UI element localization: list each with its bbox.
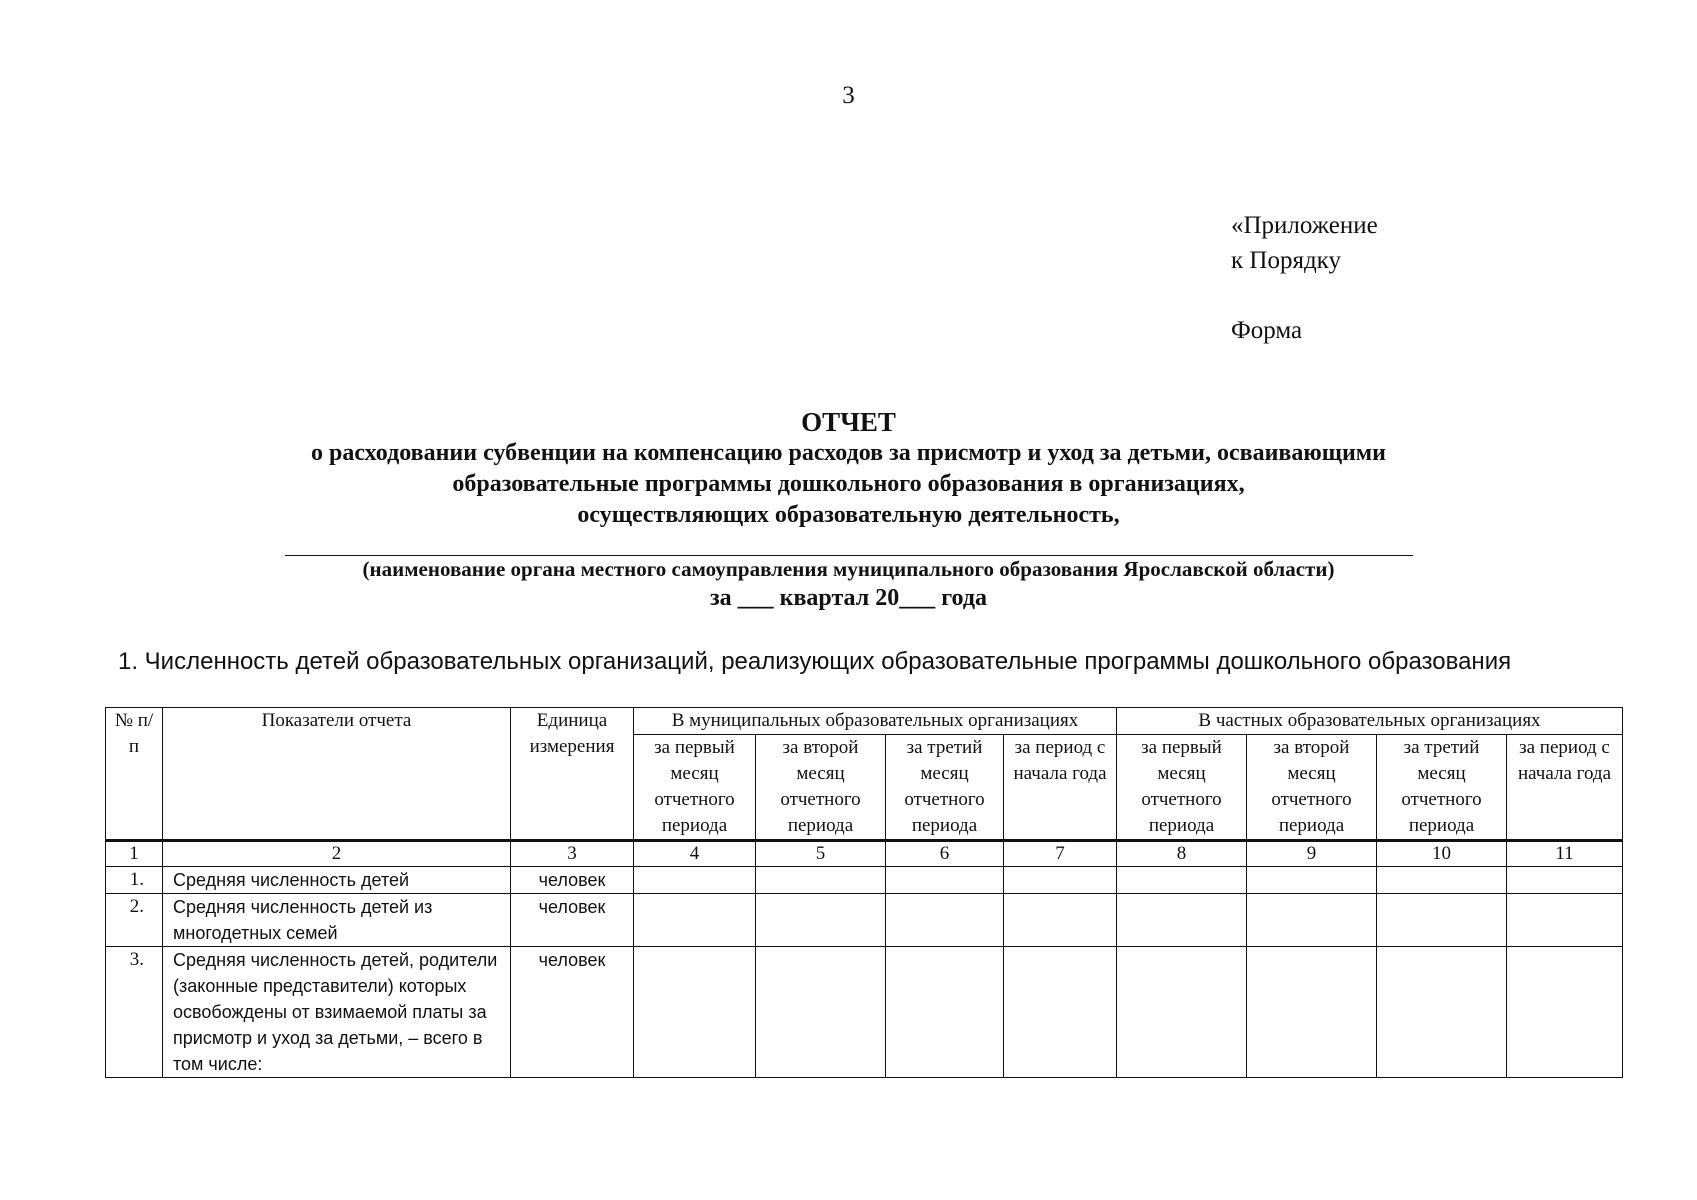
header-num: № п/п — [106, 708, 163, 841]
header-private-ytd: за период с начала года — [1507, 735, 1623, 841]
data-cell — [1247, 894, 1377, 947]
row-unit: человек — [511, 947, 634, 1078]
appendix-reference: к Порядку — [1231, 247, 1341, 274]
data-cell — [634, 867, 756, 894]
report-subtitle-line-1: о расходовании субвенции на компенсацию расходов за присмотр и уход за детьми, осваивающими — [311, 440, 1386, 466]
table-row — [106, 947, 1623, 1078]
report-period-line: за ___ квартал 20___ года — [710, 585, 987, 611]
data-cell — [1117, 947, 1247, 1078]
column-number: 5 — [756, 841, 886, 867]
row-indicator: Средняя численность детей, родители (законные представители) которых освобождены от взимаемой платы за присмотр и уход за детьми, – всего в том числе: — [163, 947, 511, 1078]
data-cell — [1377, 894, 1507, 947]
data-cell — [634, 894, 756, 947]
data-cell — [1377, 947, 1507, 1078]
appendix-title: «Приложение — [1231, 212, 1378, 239]
data-cell — [1117, 894, 1247, 947]
column-number: 4 — [634, 841, 756, 867]
column-number: 11 — [1507, 841, 1623, 867]
data-cell — [886, 867, 1004, 894]
report-subtitle-line-2: образовательные программы дошкольного образования в организациях, — [452, 471, 1245, 497]
data-cell — [1247, 867, 1377, 894]
column-number: 8 — [1117, 841, 1247, 867]
row-unit: человек — [511, 894, 634, 947]
org-name-caption: (наименование органа местного самоуправления муниципального образования Ярославской области) — [362, 557, 1335, 581]
header-municipal-ytd: за период с начала года — [1004, 735, 1117, 841]
data-cell — [886, 947, 1004, 1078]
children-count-table — [105, 707, 1623, 1078]
data-cell — [756, 894, 886, 947]
header-private: В частных образовательных организациях — [1117, 708, 1623, 735]
header-private-month-1: за первый месяц отчетного периода — [1117, 735, 1247, 841]
header-indicator: Показатели отчета — [163, 708, 511, 841]
row-number: 2. — [106, 894, 163, 947]
data-cell — [1004, 894, 1117, 947]
data-cell — [1247, 947, 1377, 1078]
table-header-row-1 — [106, 708, 1623, 735]
row-unit: человек — [511, 867, 634, 894]
page-number: 3 — [842, 82, 855, 109]
appendix-block — [1231, 208, 1378, 348]
form-label: Форма — [1231, 317, 1303, 344]
header-municipal-month-2: за второй месяц отчетного периода — [756, 735, 886, 841]
report-title: ОТЧЕТ — [801, 407, 896, 437]
data-cell — [886, 894, 1004, 947]
column-number: 1 — [106, 841, 163, 867]
header-municipal: В муниципальных образовательных организациях — [634, 708, 1117, 735]
data-cell — [1377, 867, 1507, 894]
data-cell — [1507, 867, 1623, 894]
column-number: 3 — [511, 841, 634, 867]
data-cell — [1117, 867, 1247, 894]
row-number: 3. — [106, 947, 163, 1078]
table-row — [106, 867, 1623, 894]
header-unit: Единица измерения — [511, 708, 634, 841]
column-number: 9 — [1247, 841, 1377, 867]
data-cell — [1507, 947, 1623, 1078]
column-number: 6 — [886, 841, 1004, 867]
org-name-blank-line — [285, 545, 1413, 556]
column-number: 7 — [1004, 841, 1117, 867]
data-cell — [756, 867, 886, 894]
report-title-block — [0, 406, 1697, 613]
data-cell — [1004, 867, 1117, 894]
row-number: 1. — [106, 867, 163, 894]
header-private-month-2: за второй месяц отчетного периода — [1247, 735, 1377, 841]
row-indicator: Средняя численность детей из многодетных семей — [163, 894, 511, 947]
report-subtitle-line-3: осуществляющих образовательную деятельность, — [577, 502, 1120, 528]
column-number: 10 — [1377, 841, 1507, 867]
data-cell — [756, 947, 886, 1078]
data-cell — [1004, 947, 1117, 1078]
data-cell — [634, 947, 756, 1078]
column-numbering-row — [106, 841, 1623, 867]
header-municipal-month-1: за первый месяц отчетного периода — [634, 735, 756, 841]
section-1-heading: 1. Численность детей образовательных организаций, реализующих образовательные программы дошкольного образования — [118, 648, 1512, 675]
table-row — [106, 894, 1623, 947]
header-municipal-month-3: за третий месяц отчетного периода — [886, 735, 1004, 841]
column-number: 2 — [163, 841, 511, 867]
header-private-month-3: за третий месяц отчетного периода — [1377, 735, 1507, 841]
row-indicator: Средняя численность детей — [163, 867, 511, 894]
data-cell — [1507, 894, 1623, 947]
